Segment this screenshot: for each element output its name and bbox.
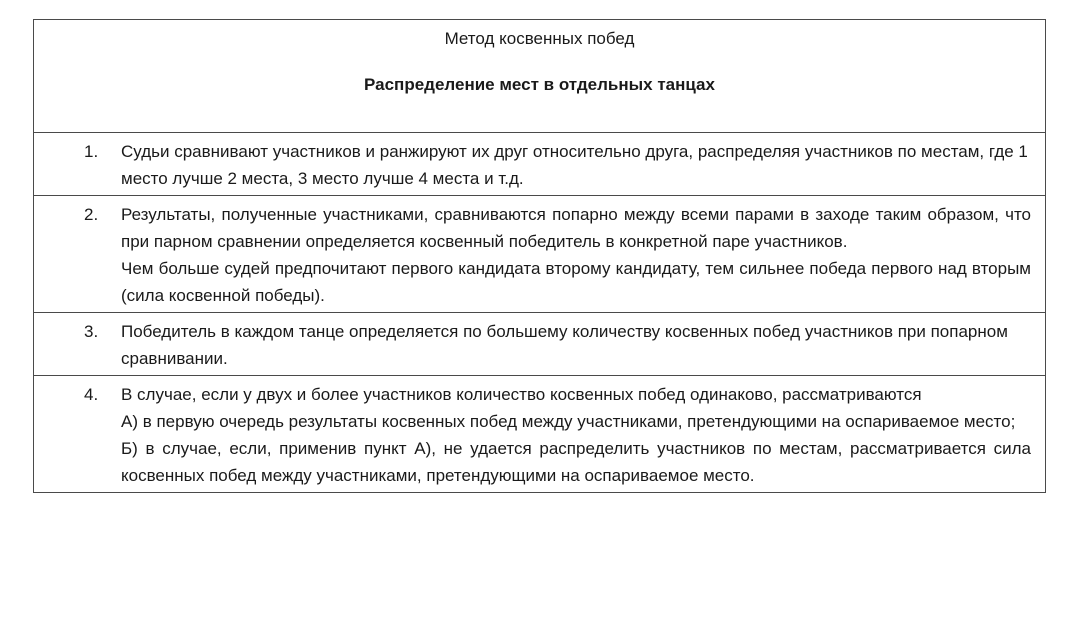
rule-row-1 (34, 133, 1045, 196)
rule-paragraph: В случае, если у двух и более участников количество косвенных побед одинаково, рассматриваются (121, 385, 922, 404)
table-header (34, 20, 1045, 133)
rule-body (121, 201, 1031, 309)
rule-paragraph: А) в первую очередь результаты косвенных побед между участниками, претендующими на оспариваемое место; (121, 412, 1016, 431)
rule-paragraph: Победитель в каждом танце определяется по большему количеству косвенных побед участников при попарном сравнивании. (121, 322, 1008, 368)
rule-body (121, 318, 1031, 372)
rule-number: 4. (84, 385, 99, 404)
rule-paragraph: Чем больше судей предпочитают первого кандидата второму кандидату, тем сильнее победа первого над вторым (сила косвенной победы). (121, 259, 1031, 305)
rule-number: 1. (84, 142, 99, 161)
rule-body (121, 138, 1031, 192)
rule-row-3 (34, 313, 1045, 376)
rule-paragraph: Результаты, полученные участниками, сравниваются попарно между всеми парами в заходе таким образом, что при парном сравнении определяется косвенный победитель в конкретной паре участников. (121, 205, 1031, 251)
rule-paragraph: Б) в случае, если, применив пункт А), не удается распределить участников по местам, рассматривается сила косвенных побед между участниками, претендующими на оспариваемое место. (121, 439, 1031, 485)
rule-paragraph: Судьи сравнивают участников и ранжируют их друг относительно друга, распределяя участников по местам, где 1 место лучше 2 места, 3 место лучше 4 места и т.д. (121, 142, 1028, 188)
rules-table (33, 19, 1046, 493)
method-title: Метод косвенных побед (444, 29, 635, 48)
section-title: Распределение мест в отдельных танцах (364, 75, 715, 94)
rule-row-4 (34, 376, 1045, 492)
rule-body (121, 381, 1031, 489)
rule-row-2 (34, 196, 1045, 313)
rule-number: 3. (84, 322, 99, 341)
rule-number: 2. (84, 205, 99, 224)
